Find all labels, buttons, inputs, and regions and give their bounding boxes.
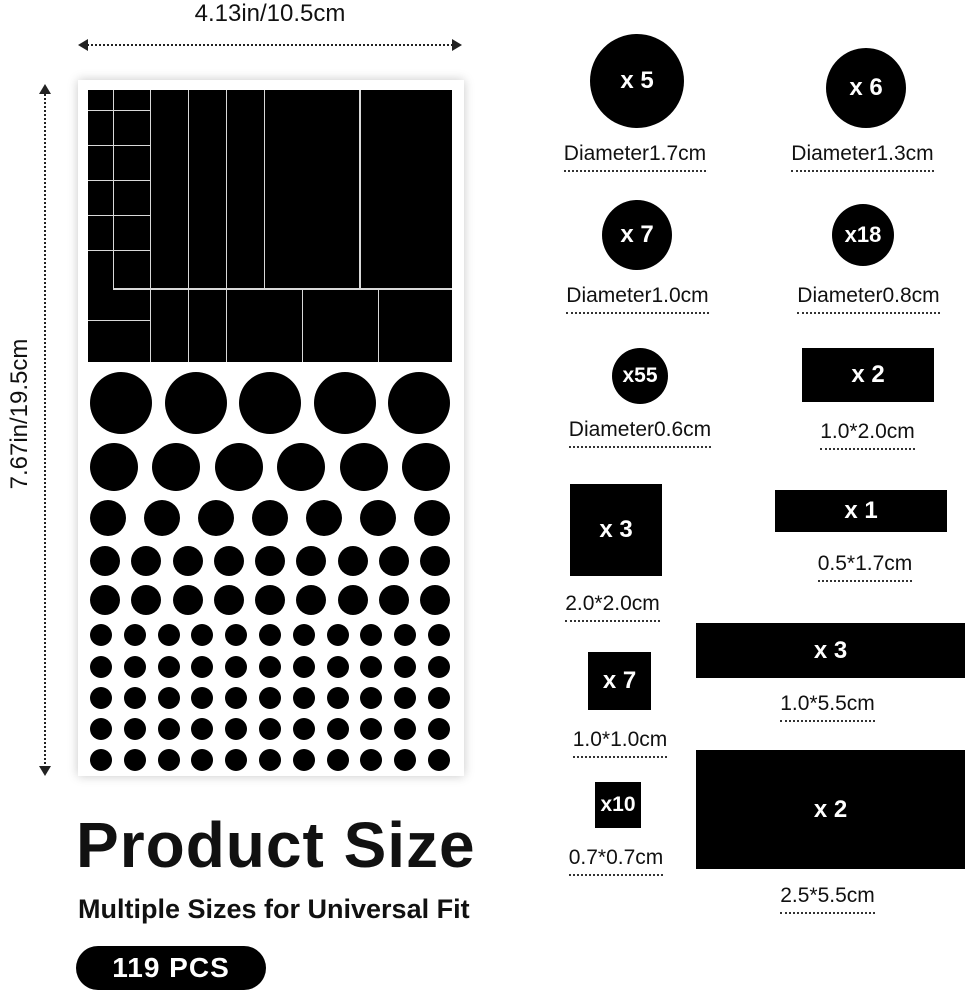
round-sticker bbox=[314, 372, 376, 434]
round-sticker bbox=[90, 372, 152, 434]
rectangular-stickers-block bbox=[88, 90, 452, 362]
arrow-down-icon bbox=[39, 766, 51, 776]
round-sticker bbox=[293, 687, 315, 709]
cut-line bbox=[226, 90, 227, 290]
round-sticker bbox=[338, 585, 368, 615]
width-dimension-label: 4.13in/10.5cm bbox=[194, 0, 346, 27]
round-sticker bbox=[90, 624, 112, 646]
round-sticker bbox=[198, 500, 234, 536]
round-sticker bbox=[124, 718, 146, 740]
cut-line bbox=[88, 145, 150, 146]
size-label: Diameter0.6cm bbox=[545, 418, 735, 448]
round-sticker bbox=[158, 749, 180, 771]
circle-sticker-icon bbox=[826, 48, 906, 128]
round-sticker bbox=[158, 687, 180, 709]
round-sticker bbox=[255, 585, 285, 615]
size-label: 0.7*0.7cm bbox=[548, 846, 684, 876]
round-sticker bbox=[90, 500, 126, 536]
square-sticker-icon bbox=[588, 652, 651, 710]
round-sticker bbox=[293, 749, 315, 771]
rectangle-sticker-icon bbox=[802, 348, 934, 402]
round-sticker bbox=[214, 546, 244, 576]
round-sticker bbox=[124, 687, 146, 709]
cut-line bbox=[359, 90, 361, 290]
round-sticker bbox=[414, 500, 450, 536]
cut-line bbox=[88, 180, 150, 181]
size-label: 1.0*1.0cm bbox=[550, 728, 690, 758]
page-subtitle: Multiple Sizes for Universal Fit bbox=[78, 894, 470, 924]
quantity-label: x18 bbox=[844, 222, 882, 247]
cut-line bbox=[378, 290, 379, 362]
round-sticker bbox=[173, 546, 203, 576]
round-sticker bbox=[428, 687, 450, 709]
cut-line bbox=[113, 90, 114, 290]
circle-sticker-icon bbox=[612, 348, 668, 404]
square-sticker-icon bbox=[595, 782, 641, 828]
round-sticker bbox=[259, 687, 281, 709]
cut-line bbox=[264, 90, 265, 290]
cut-line bbox=[188, 290, 189, 362]
round-sticker bbox=[90, 585, 120, 615]
round-sticker bbox=[420, 546, 450, 576]
round-sticker bbox=[327, 687, 349, 709]
quantity-label: x 5 bbox=[620, 67, 654, 94]
round-sticker bbox=[90, 687, 112, 709]
circle-sticker-icon bbox=[602, 200, 672, 270]
size-label: 1.0*2.0cm bbox=[795, 420, 940, 450]
round-sticker bbox=[327, 749, 349, 771]
round-sticker bbox=[158, 718, 180, 740]
round-sticker bbox=[428, 749, 450, 771]
quantity-label: x 3 bbox=[599, 516, 633, 543]
size-label: 2.0*2.0cm bbox=[545, 592, 680, 622]
size-label: 2.5*5.5cm bbox=[760, 884, 895, 914]
round-sticker bbox=[90, 546, 120, 576]
round-sticker bbox=[144, 500, 180, 536]
page-title: Product Size bbox=[76, 809, 476, 881]
quantity-label: x 6 bbox=[849, 74, 883, 101]
round-sticker bbox=[215, 443, 263, 491]
arrow-left-icon bbox=[78, 39, 88, 51]
round-sticker bbox=[259, 749, 281, 771]
round-sticker bbox=[388, 372, 450, 434]
height-dimension-line bbox=[44, 86, 46, 772]
round-sticker bbox=[428, 624, 450, 646]
round-sticker bbox=[420, 585, 450, 615]
cut-line bbox=[150, 290, 151, 362]
quantity-label: x 3 bbox=[813, 636, 848, 664]
size-label: Diameter1.3cm bbox=[770, 142, 955, 172]
square-sticker-icon bbox=[570, 484, 662, 576]
round-sticker bbox=[173, 585, 203, 615]
cut-line bbox=[188, 90, 189, 290]
round-sticker bbox=[327, 718, 349, 740]
cut-line bbox=[88, 215, 150, 216]
rectangle-sticker-icon bbox=[696, 750, 965, 869]
round-sticker bbox=[255, 546, 285, 576]
width-dimension-line bbox=[80, 44, 460, 46]
arrow-up-icon bbox=[39, 84, 51, 94]
round-sticker bbox=[327, 656, 349, 678]
round-sticker bbox=[293, 624, 315, 646]
round-sticker bbox=[259, 718, 281, 740]
cut-line bbox=[88, 320, 150, 321]
quantity-label: x55 bbox=[622, 364, 658, 387]
round-sticker bbox=[90, 718, 112, 740]
round-sticker bbox=[306, 500, 342, 536]
round-sticker bbox=[158, 656, 180, 678]
round-sticker bbox=[165, 372, 227, 434]
quantity-label: x 2 bbox=[813, 795, 848, 823]
round-sticker bbox=[239, 372, 301, 434]
round-sticker bbox=[379, 546, 409, 576]
round-sticker bbox=[327, 624, 349, 646]
height-dimension-label: 7.67in/19.5cm bbox=[6, 338, 33, 490]
round-sticker bbox=[214, 585, 244, 615]
round-sticker bbox=[259, 624, 281, 646]
cut-line bbox=[302, 290, 303, 362]
round-sticker bbox=[428, 656, 450, 678]
quantity-label: x 7 bbox=[620, 221, 654, 248]
cut-line bbox=[150, 90, 151, 290]
size-label: Diameter1.0cm bbox=[545, 284, 730, 314]
size-label: 1.0*5.5cm bbox=[760, 692, 895, 722]
round-sticker bbox=[340, 443, 388, 491]
quantity-label: x 1 bbox=[844, 497, 878, 524]
round-sticker bbox=[259, 656, 281, 678]
cut-line bbox=[88, 110, 150, 111]
round-sticker bbox=[90, 749, 112, 771]
round-sticker bbox=[124, 656, 146, 678]
round-sticker bbox=[90, 443, 138, 491]
arrow-right-icon bbox=[452, 39, 462, 51]
round-sticker bbox=[428, 718, 450, 740]
round-sticker bbox=[293, 718, 315, 740]
round-sticker bbox=[293, 656, 315, 678]
rectangle-sticker-icon bbox=[775, 490, 947, 532]
quantity-label: x 7 bbox=[602, 667, 637, 694]
round-sticker bbox=[90, 656, 112, 678]
size-label: 0.5*1.7cm bbox=[795, 552, 935, 582]
cut-line bbox=[88, 250, 150, 251]
cut-line bbox=[113, 288, 452, 290]
round-sticker bbox=[124, 624, 146, 646]
circle-sticker-icon bbox=[832, 204, 894, 266]
pieces-count-badge: 119 PCS bbox=[76, 946, 266, 990]
round-sticker bbox=[158, 624, 180, 646]
cut-line bbox=[226, 290, 227, 362]
round-sticker bbox=[252, 500, 288, 536]
rectangle-sticker-icon bbox=[696, 623, 965, 678]
size-label: Diameter1.7cm bbox=[545, 142, 725, 172]
quantity-label: x 2 bbox=[851, 361, 885, 388]
round-sticker bbox=[277, 443, 325, 491]
round-sticker bbox=[379, 585, 409, 615]
round-sticker bbox=[360, 500, 396, 536]
quantity-label: x10 bbox=[600, 793, 636, 816]
round-sticker bbox=[338, 546, 368, 576]
round-sticker bbox=[124, 749, 146, 771]
circle-sticker-icon bbox=[590, 34, 684, 128]
size-label: Diameter0.8cm bbox=[776, 284, 961, 314]
round-sticker bbox=[402, 443, 450, 491]
